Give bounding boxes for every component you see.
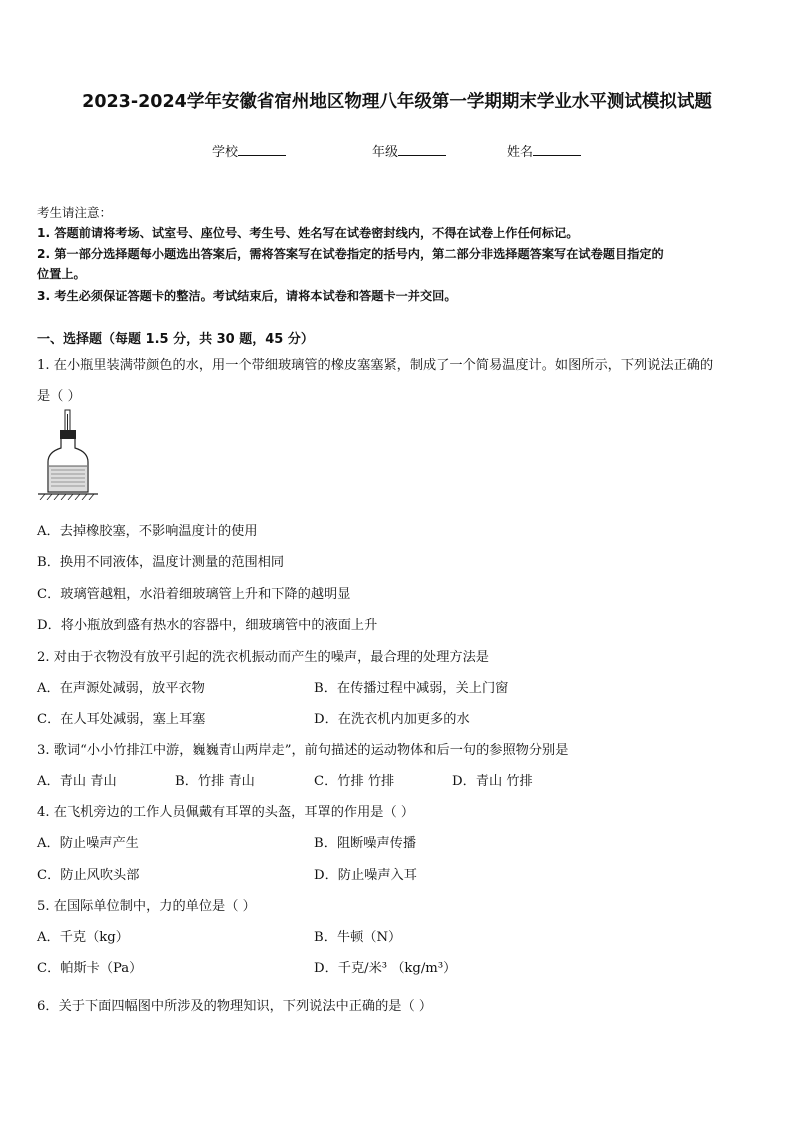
q2-option-b[interactable]: B．在传播过程中减弱，关上门窗 (314, 681, 509, 696)
school-blank[interactable] (238, 143, 286, 156)
q6-stem: 6．关于下面四幅图中所涉及的物理知识，下列说法中正确的是（ ） (37, 999, 433, 1014)
notice-item-3: 3. 考生必须保证答题卡的整洁。考试结束后，请将本试卷和答题卡一并交回。 (37, 289, 457, 303)
section-heading: 一、选择题（每题 1.5 分，共 30 题，45 分） (37, 332, 314, 347)
q4-option-c[interactable]: C．防止风吹头部 (37, 868, 140, 883)
name-label: 姓名 (507, 145, 534, 160)
grade-label: 年级 (372, 145, 399, 160)
q3-option-d[interactable]: D．青山 竹排 (452, 774, 533, 789)
grade-field[interactable] (372, 141, 446, 160)
name-field[interactable] (507, 141, 581, 160)
school-field[interactable] (212, 141, 286, 160)
notice-item-1: 1. 答题前请将考场、试室号、座位号、考生号、姓名写在试卷密封线内，不得在试卷上作任何标记。 (37, 226, 579, 240)
q1-option-d[interactable]: D．将小瓶放到盛有热水的容器中，细玻璃管中的液面上升 (37, 618, 378, 633)
q2-stem: 2. 对由于衣物没有放平引起的洗衣机振动而产生的噪声，最合理的处理方法是 (37, 650, 489, 665)
q5-option-b[interactable]: B．牛顿（N） (314, 930, 402, 945)
q5-option-d[interactable]: D．千克/米³ （kg/m³） (314, 961, 457, 976)
q3-stem: 3. 歌词“小小竹排江中游，巍巍青山两岸走”，前句描述的运动物体和后一句的参照物分别是 (37, 743, 569, 758)
q2-option-a[interactable]: A．在声源处减弱，放平衣物 (37, 681, 205, 696)
q4-stem: 4. 在飞机旁边的工作人员佩戴有耳罩的头盔，耳罩的作用是（ ） (37, 805, 415, 820)
q3-option-b[interactable]: B．竹排 青山 (175, 774, 255, 789)
exam-title: 2023-2024学年安徽省宿州地区物理八年级第一学期期末学业水平测试模拟试题 (82, 92, 712, 112)
notice-item-2-cont: 位置上。 (37, 267, 86, 281)
q2-option-c[interactable]: C．在人耳处减弱，塞上耳塞 (37, 712, 206, 727)
q1-stem-line2: 是（ ） (37, 389, 81, 404)
grade-blank[interactable] (398, 143, 446, 156)
q4-option-a[interactable]: A．防止噪声产生 (37, 836, 139, 851)
q1-option-a[interactable]: A．去掉橡胶塞，不影响温度计的使用 (37, 524, 258, 539)
school-label: 学校 (212, 145, 239, 160)
q2-option-d[interactable]: D．在洗衣机内加更多的水 (314, 712, 470, 727)
q4-option-b[interactable]: B．阻断噪声传播 (314, 836, 417, 851)
notice-heading: 考生请注意： (37, 205, 113, 220)
q5-option-c[interactable]: C．帕斯卡（Pa） (37, 961, 143, 976)
q1-option-b[interactable]: B．换用不同液体，温度计测量的范围相同 (37, 555, 285, 570)
q5-stem: 5. 在国际单位制中，力的单位是（ ） (37, 899, 256, 914)
q4-option-d[interactable]: D．防止噪声入耳 (314, 868, 417, 883)
q1-stem-line1: 1. 在小瓶里装满带颜色的水，用一个带细玻璃管的橡皮塞塞紧，制成了一个简易温度计。如图所示，下列说法正确的 (37, 358, 714, 373)
q3-option-c[interactable]: C．竹排 竹排 (314, 774, 395, 789)
notice-item-2: 2. 第一部分选择题每小题选出答案后，需将答案写在试卷指定的括号内，第二部分非选择题答案写在试卷题目指定的 (37, 247, 664, 261)
name-blank[interactable] (533, 143, 581, 156)
q1-option-c[interactable]: C．玻璃管越粗，水沿着细玻璃管上升和下降的越明显 (37, 587, 351, 602)
q5-option-a[interactable]: A．千克（kg） (37, 930, 129, 945)
q3-option-a[interactable]: A．青山 青山 (37, 774, 117, 789)
thermometer-bottle-figure (38, 408, 98, 500)
